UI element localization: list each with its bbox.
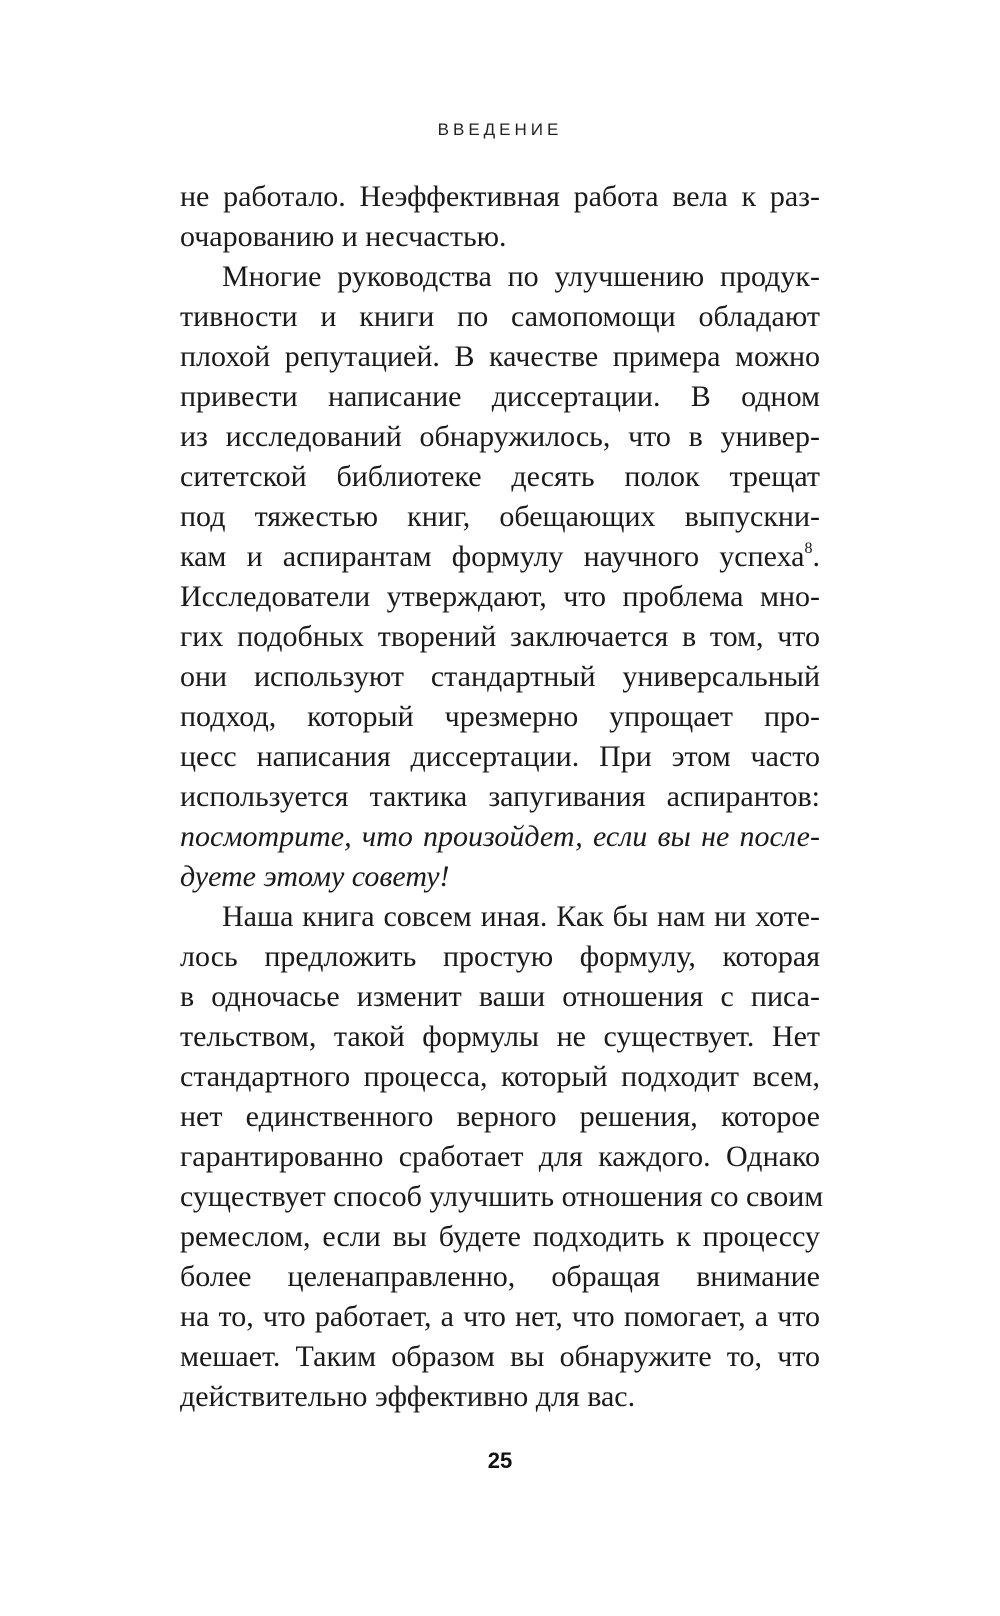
text-line: действительно эффективно для вас.	[180, 1380, 636, 1413]
text-line: очарованию и несчастью.	[180, 220, 507, 253]
text-line: ремеслом, если вы будете подходить к процессу	[180, 1220, 820, 1253]
body-text	[180, 177, 824, 1417]
text-line: на то, что работает, а что нет, что помогает, а что	[180, 1300, 820, 1333]
text-line: лось предложить простую формулу, которая	[180, 940, 820, 973]
text-line: более целенаправленно, обращая внимание	[180, 1260, 820, 1293]
running-head: ВВЕДЕНИЕ	[437, 120, 563, 139]
text-line: гих подобных творений заключается в том, что	[180, 620, 820, 653]
text-fragment: кам и аспирантам формулу научного успеха	[180, 540, 805, 573]
paragraph-start-line: Многие руководства по улучшению продук-	[222, 260, 820, 293]
text-line: из исследований обнаружилось, что в универ-	[180, 420, 820, 453]
text-line: цесс написания диссертации. При этом часто	[180, 740, 820, 773]
text-line: используется тактика запугивания аспирантов:	[180, 780, 820, 813]
text-line: они используют стандартный универсальный	[180, 660, 820, 693]
text-line: подход, который чрезмерно упрощает про-	[180, 700, 820, 733]
text-line-with-footnote	[180, 537, 820, 577]
text-line: гарантированно сработает для каждого. Однако	[180, 1140, 820, 1173]
text-line: ситетской библиотеке десять полок трещат	[180, 460, 820, 493]
text-line: стандартного процесса, который подходит всем,	[180, 1060, 820, 1093]
italic-text-line: дуете этому совету!	[180, 860, 450, 893]
text-line: в одночасье изменит ваши отношения с писа-	[180, 980, 820, 1013]
paragraph-start-line: Наша книга совсем иная. Как бы нам ни хоте-	[222, 900, 820, 933]
text-line: тивности и книги по самопомощи обладают	[180, 300, 820, 333]
text-line: нет единственного верного решения, которое	[180, 1100, 820, 1133]
text-line: мешает. Таким образом вы обнаружите то, что	[180, 1340, 820, 1373]
text-line: под тяжестью книг, обещающих выпускни-	[180, 500, 820, 533]
footnote-trailing-punctuation: .	[812, 540, 820, 573]
text-line: плохой репутацией. В качестве примера можно	[180, 340, 820, 373]
text-line: тельством, такой формулы не существует. Нет	[180, 1020, 820, 1053]
text-line: привести написание диссертации. В одном	[180, 380, 820, 413]
italic-text-line: посмотрите, что произойдет, если вы не после-	[180, 820, 820, 853]
text-line: Исследователи утверждают, что проблема мно-	[180, 580, 820, 613]
text-line: существует способ улучшить отношения со своим	[180, 1180, 824, 1213]
page-number: 25	[487, 1448, 513, 1473]
footnote-reference: 8	[804, 540, 813, 557]
text-line: не работало. Неэффективная работа вела к раз-	[180, 180, 820, 213]
